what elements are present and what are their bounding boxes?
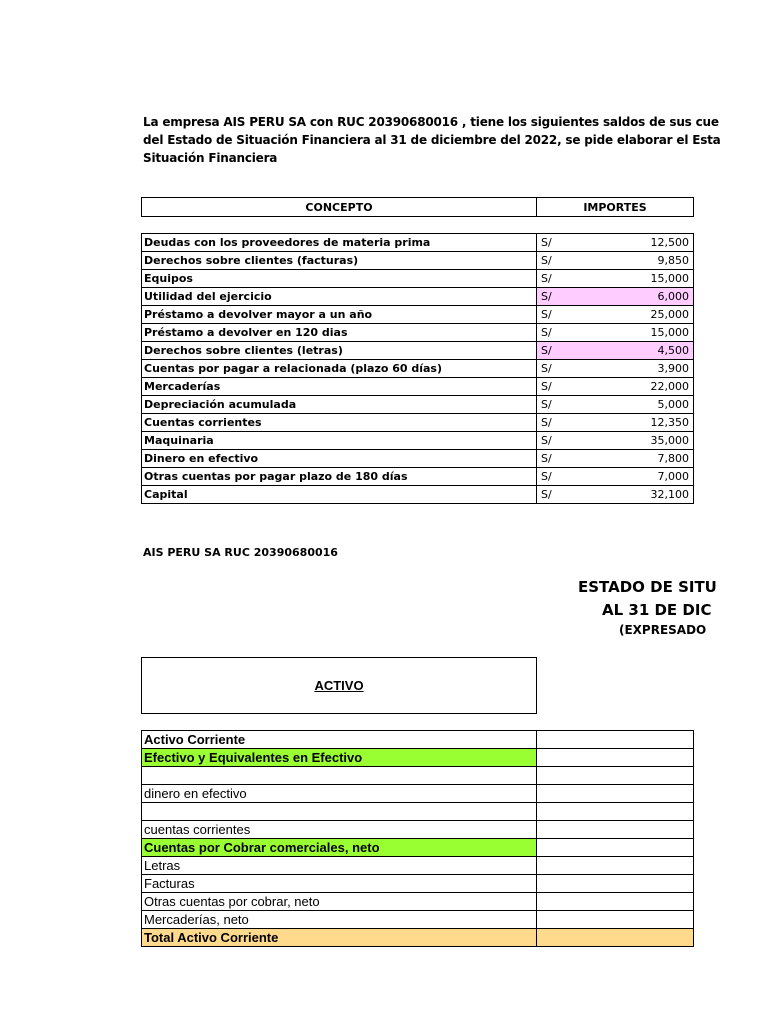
concepto-cell: Dinero en efectivo: [142, 450, 537, 468]
company-line: AIS PERU SA RUC 20390680016: [143, 546, 338, 559]
estado-date: AL 31 DE DIC: [602, 601, 712, 619]
concepto-cell: Utilidad del ejercicio: [142, 288, 537, 306]
table-row: [142, 342, 694, 360]
currency-label: S/: [541, 236, 552, 249]
concepto-cell: Deudas con los proveedores de materia prima: [142, 234, 537, 252]
concepto-cell: Cuentas por pagar a relacionada (plazo 60 días): [142, 360, 537, 378]
table-row: [142, 893, 694, 911]
intro-line-2: del Estado de Situación Financiera al 31 de diciembre del 2022, se pide elaborar el Esta: [143, 133, 721, 147]
importe-cell: [537, 450, 694, 468]
currency-label: S/: [541, 434, 552, 447]
activo-row-label: Mercaderías, neto: [142, 911, 537, 929]
importe-cell: [537, 252, 694, 270]
activo-row-value: [537, 911, 694, 929]
importe-value: 12,500: [650, 236, 689, 249]
activo-row-label: Total Activo Corriente: [142, 929, 537, 947]
importe-value: 7,800: [657, 452, 689, 465]
importe-value: 15,000: [650, 272, 689, 285]
activo-row-value: [537, 929, 694, 947]
activo-row-value: [537, 731, 694, 749]
table-row: [142, 486, 694, 504]
importe-cell: [537, 432, 694, 450]
concepto-cell: Cuentas corrientes: [142, 414, 537, 432]
currency-label: S/: [541, 344, 552, 357]
intro-paragraph: [143, 113, 768, 167]
estado-expresado: (EXPRESADO: [619, 623, 707, 637]
activo-row-label: Efectivo y Equivalentes en Efectivo: [142, 749, 537, 767]
importe-value: 25,000: [650, 308, 689, 321]
intro-line-3: Situación Financiera: [143, 151, 278, 165]
importe-cell: [537, 288, 694, 306]
activo-row-label: [142, 803, 537, 821]
importe-value: 22,000: [650, 380, 689, 393]
activo-row-value: [537, 857, 694, 875]
currency-label: S/: [541, 272, 552, 285]
importe-cell: [537, 234, 694, 252]
activo-row-label: Letras: [142, 857, 537, 875]
activo-row-value: [537, 821, 694, 839]
importe-cell: [537, 486, 694, 504]
concepto-cell: Depreciación acumulada: [142, 396, 537, 414]
table-row: [142, 324, 694, 342]
importe-cell: [537, 378, 694, 396]
concepto-cell: Equipos: [142, 270, 537, 288]
intro-line-1: La empresa AIS PERU SA con RUC 20390680016 , tiene los siguientes saldos de sus cue: [143, 115, 719, 129]
importe-cell: [537, 468, 694, 486]
concepto-cell: Capital: [142, 486, 537, 504]
activo-row-label: dinero en efectivo: [142, 785, 537, 803]
activo-row-value: [537, 767, 694, 785]
importe-cell: [537, 324, 694, 342]
header-concepto: CONCEPTO: [142, 198, 537, 217]
table-row: [142, 821, 694, 839]
table-row: [142, 785, 694, 803]
concepto-cell: Derechos sobre clientes (facturas): [142, 252, 537, 270]
table-row: [142, 432, 694, 450]
table-row: [142, 911, 694, 929]
activo-row-value: [537, 803, 694, 821]
activo-header-box: [141, 657, 537, 714]
importe-value: 12,350: [650, 416, 689, 429]
table-row: [142, 731, 694, 749]
concepto-cell: Préstamo a devolver mayor a un año: [142, 306, 537, 324]
activo-row-label: [142, 767, 537, 785]
currency-label: S/: [541, 488, 552, 501]
currency-label: S/: [541, 362, 552, 375]
importe-cell: [537, 360, 694, 378]
table-row: [142, 234, 694, 252]
importe-value: 9,850: [657, 254, 689, 267]
table-row: [142, 450, 694, 468]
activo-row-label: Cuentas por Cobrar comerciales, neto: [142, 839, 537, 857]
importe-cell: [537, 306, 694, 324]
activo-row-label: Facturas: [142, 875, 537, 893]
concepto-cell: Maquinaria: [142, 432, 537, 450]
importe-cell: [537, 342, 694, 360]
table-row: [142, 306, 694, 324]
table-row: [142, 414, 694, 432]
table-row: [142, 929, 694, 947]
table-row: [142, 252, 694, 270]
importe-cell: [537, 270, 694, 288]
currency-label: S/: [541, 380, 552, 393]
importe-value: 6,000: [657, 290, 689, 303]
saldos-header-table: [141, 197, 694, 217]
importe-value: 7,000: [657, 470, 689, 483]
activo-row-value: [537, 785, 694, 803]
importe-value: 15,000: [650, 326, 689, 339]
table-row: [142, 749, 694, 767]
activo-row-value: [537, 749, 694, 767]
activo-row-value: [537, 839, 694, 857]
table-row: [142, 803, 694, 821]
currency-label: S/: [541, 254, 552, 267]
concepto-cell: Mercaderías: [142, 378, 537, 396]
importe-value: 5,000: [657, 398, 689, 411]
table-row: [142, 875, 694, 893]
importe-cell: [537, 396, 694, 414]
activo-row-label: Otras cuentas por cobrar, neto: [142, 893, 537, 911]
table-row: [142, 767, 694, 785]
importe-value: 35,000: [650, 434, 689, 447]
currency-label: S/: [541, 290, 552, 303]
saldos-table: [141, 233, 694, 504]
estado-title: ESTADO DE SITU: [578, 578, 717, 596]
activo-row-label: Activo Corriente: [142, 731, 537, 749]
currency-label: S/: [541, 398, 552, 411]
activo-row-label: cuentas corrientes: [142, 821, 537, 839]
activos-table: [141, 730, 694, 947]
concepto-cell: Préstamo a devolver en 120 dias: [142, 324, 537, 342]
concepto-cell: Otras cuentas por pagar plazo de 180 días: [142, 468, 537, 486]
importe-value: 4,500: [657, 344, 689, 357]
currency-label: S/: [541, 416, 552, 429]
header-importes: IMPORTES: [537, 198, 694, 217]
concepto-cell: Derechos sobre clientes (letras): [142, 342, 537, 360]
table-row: [142, 270, 694, 288]
currency-label: S/: [541, 452, 552, 465]
currency-label: S/: [541, 470, 552, 483]
currency-label: S/: [541, 326, 552, 339]
activo-title: ACTIVO: [314, 678, 364, 693]
table-row: [142, 288, 694, 306]
importe-value: 32,100: [650, 488, 689, 501]
importe-cell: [537, 414, 694, 432]
currency-label: S/: [541, 308, 552, 321]
activo-row-value: [537, 893, 694, 911]
table-row: [142, 396, 694, 414]
importe-value: 3,900: [657, 362, 689, 375]
table-row: [142, 857, 694, 875]
activo-row-value: [537, 875, 694, 893]
table-row: [142, 378, 694, 396]
table-row: [142, 839, 694, 857]
table-row: [142, 360, 694, 378]
table-row: [142, 468, 694, 486]
